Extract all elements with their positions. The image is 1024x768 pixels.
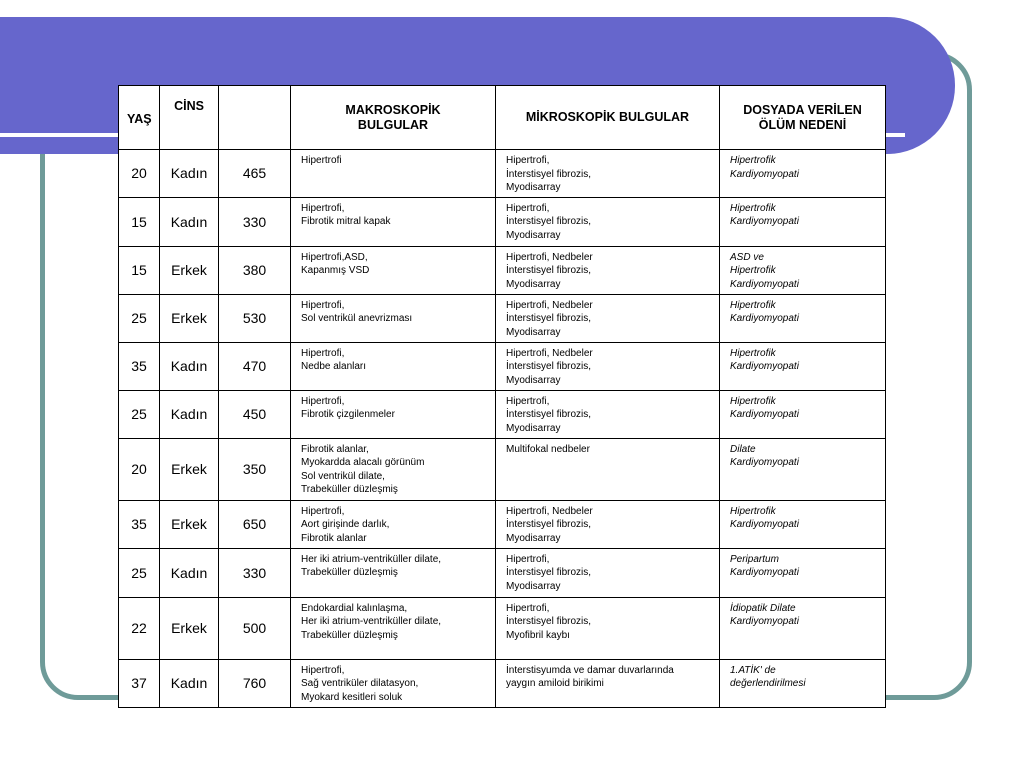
cell-makroskopik-line: Hipertrofi, — [301, 395, 345, 407]
cell-mikroskopik-line: Myofibril kaybı — [506, 629, 570, 641]
cell-olum-nedeni-line: Kardiyomyopati — [730, 168, 799, 180]
cell-yas: 15 — [119, 246, 160, 294]
cell-yas: 25 — [119, 390, 160, 438]
cell-olum-nedeni-line: Dilate — [730, 443, 756, 455]
cell-agirlik: 330 — [219, 548, 291, 597]
cell-makroskopik-line: Hipertrofi, — [301, 505, 345, 517]
cell-mikroskopik-line: İnterstisyel fibrozis, — [506, 216, 592, 227]
cell-makroskopik-line: Trabeküller düzleşmiş — [301, 567, 398, 578]
cell-makroskopik-line: Her iki atrium-ventriküller dilate, — [301, 616, 442, 627]
cell-makroskopik-line: Trabeküller düzleşmiş — [301, 629, 398, 641]
cell-olum-nedeni-line: Peripartum — [730, 553, 779, 565]
cell-olum-nedeni — [720, 597, 886, 659]
header-olum-nedeni: DOSYADA VERİLEN ÖLÜM NEDENİ — [720, 86, 886, 150]
title-band-notch — [0, 137, 120, 154]
table-row — [119, 246, 886, 294]
cell-olum-nedeni-line: Hipertrofik — [730, 347, 776, 359]
cell-makroskopik-line: Hipertrofi, — [301, 299, 345, 311]
cell-olum-nedeni-line: Kardiyomyopati — [730, 409, 799, 420]
cell-mikroskopik-line: İnterstisyel fibrozis, — [506, 168, 592, 180]
cell-makroskopik-line: Fibrotik çizgilenmeler — [301, 409, 395, 420]
cell-mikroskopik-line: İnterstisyel fibrozis, — [506, 313, 592, 324]
cell-makroskopik-line: Nedbe alanları — [301, 361, 367, 372]
cell-olum-nedeni-line: Hipertrofik — [730, 155, 776, 166]
cell-agirlik: 500 — [219, 597, 291, 659]
cell-mikroskopik-line: Hipertrofi, Nedbeler — [506, 251, 593, 263]
cell-olum-nedeni-line: 1.ATİK' de — [730, 664, 776, 676]
cell-yas: 22 — [119, 597, 160, 659]
cell-mikroskopik-line: Hipertrofi, Nedbeler — [506, 505, 593, 517]
table-row — [119, 390, 886, 438]
cell-makroskopik — [291, 390, 496, 438]
cell-agirlik: 450 — [219, 390, 291, 438]
header-mikroskopik: MİKROSKOPİK BULGULAR — [496, 86, 720, 150]
cell-makroskopik-line: Fibrotik alanlar, — [301, 443, 369, 455]
header-blank — [219, 86, 291, 150]
cell-yas: 25 — [119, 548, 160, 597]
cell-yas: 15 — [119, 197, 160, 246]
cell-mikroskopik-line: İnterstisyel fibrozis, — [506, 519, 592, 530]
cell-makroskopik-line: Hipertrofi, — [301, 347, 345, 359]
cell-makroskopik — [291, 438, 496, 500]
cell-mikroskopik-line: Hipertrofi, — [506, 155, 550, 166]
table-row — [119, 548, 886, 597]
cell-mikroskopik-line: İnterstisyel fibrozis, — [506, 361, 592, 372]
cell-cins: Erkek — [160, 500, 219, 548]
cell-olum-nedeni-line: Hipertrofik — [730, 299, 776, 311]
cell-makroskopik-line: Sol ventrikül dilate, — [301, 470, 385, 482]
cell-olum-nedeni — [720, 659, 886, 707]
cell-olum-nedeni-line: Hipertrofik — [730, 265, 776, 276]
cell-mikroskopik-line: İnterstisyel fibrozis, — [506, 567, 592, 578]
cell-makroskopik-line: Fibrotik alanlar — [301, 532, 367, 544]
cell-olum-nedeni — [720, 548, 886, 597]
cell-mikroskopik — [496, 548, 720, 597]
cell-cins: Kadın — [160, 548, 219, 597]
cell-cins: Kadın — [160, 659, 219, 707]
cell-agirlik: 380 — [219, 246, 291, 294]
cell-yas: 20 — [119, 438, 160, 500]
cell-mikroskopik — [496, 597, 720, 659]
cell-makroskopik — [291, 659, 496, 707]
cell-mikroskopik-line: Myodisarray — [506, 326, 561, 338]
cell-mikroskopik-line: Myodisarray — [506, 374, 561, 386]
cell-olum-nedeni-line: Kardiyomyopati — [730, 519, 799, 530]
cell-agirlik: 650 — [219, 500, 291, 548]
cell-mikroskopik-line: Myodisarray — [506, 229, 561, 241]
cell-makroskopik — [291, 197, 496, 246]
cell-cins: Erkek — [160, 246, 219, 294]
cell-yas: 35 — [119, 500, 160, 548]
cell-makroskopik — [291, 150, 496, 198]
cell-makroskopik-line: Fibrotik mitral kapak — [301, 216, 391, 227]
cell-makroskopik — [291, 294, 496, 342]
cell-agirlik: 470 — [219, 342, 291, 390]
cell-cins: Kadın — [160, 390, 219, 438]
cell-mikroskopik — [496, 342, 720, 390]
cell-makroskopik-line: Hipertrofi — [301, 155, 342, 166]
cell-makroskopik — [291, 342, 496, 390]
cell-mikroskopik-line: Myodisarray — [506, 182, 561, 193]
cell-makroskopik — [291, 597, 496, 659]
cell-cins: Erkek — [160, 597, 219, 659]
cell-makroskopik-line: Her iki atrium-ventriküller dilate, — [301, 553, 442, 565]
cell-makroskopik-line: Trabeküller düzleşmiş — [301, 484, 398, 495]
cell-olum-nedeni-line: Kardiyomyopati — [730, 616, 799, 627]
table-row — [119, 342, 886, 390]
cell-yas: 35 — [119, 342, 160, 390]
cell-mikroskopik — [496, 500, 720, 548]
cell-makroskopik-line: Myokardda alacalı görünüm — [301, 457, 425, 468]
cell-cins: Erkek — [160, 438, 219, 500]
cell-mikroskopik — [496, 294, 720, 342]
cell-makroskopik — [291, 548, 496, 597]
cell-mikroskopik-line: Myodisarray — [506, 532, 561, 544]
cell-mikroskopik — [496, 246, 720, 294]
cell-olum-nedeni-line: Hipertrofik — [730, 395, 776, 407]
cell-mikroskopik — [496, 438, 720, 500]
cell-makroskopik-line: Sol ventrikül anevrizması — [301, 313, 413, 324]
cell-mikroskopik-line: Multifokal nedbeler — [506, 443, 590, 455]
table-row — [119, 438, 886, 500]
cell-cins: Erkek — [160, 294, 219, 342]
cell-olum-nedeni — [720, 500, 886, 548]
cell-olum-nedeni — [720, 390, 886, 438]
table-row — [119, 659, 886, 707]
cell-mikroskopik — [496, 150, 720, 198]
cell-mikroskopik-line: İnterstisyumda ve damar duvarlarında — [506, 664, 674, 676]
cell-mikroskopik-line: İnterstisyel fibrozis, — [506, 616, 592, 627]
table-body — [119, 150, 886, 708]
cell-mikroskopik — [496, 197, 720, 246]
cell-olum-nedeni-line: Hipertrofik — [730, 505, 776, 517]
cell-cins: Kadın — [160, 150, 219, 198]
cell-yas: 25 — [119, 294, 160, 342]
cell-olum-nedeni — [720, 246, 886, 294]
cell-agirlik: 350 — [219, 438, 291, 500]
cell-mikroskopik-line: Hipertrofi, Nedbeler — [506, 347, 593, 359]
header-cins: CİNS — [160, 86, 219, 150]
cell-mikroskopik-line: Hipertrofi, — [506, 553, 550, 565]
cell-makroskopik-line: Myokard kesitleri soluk — [301, 691, 403, 703]
cell-olum-nedeni-line: ASD ve — [730, 251, 764, 263]
cell-mikroskopik-line: İnterstisyel fibrozis, — [506, 265, 592, 276]
cell-olum-nedeni-line: Kardiyomyopati — [730, 361, 799, 372]
cell-makroskopik — [291, 500, 496, 548]
header-makroskopik: MAKROSKOPİK BULGULAR — [291, 86, 496, 150]
header-yas: YAŞ — [119, 86, 160, 150]
cell-olum-nedeni-line: Kardiyomyopati — [730, 567, 799, 578]
cell-makroskopik-line: Kapanmış VSD — [301, 265, 370, 276]
cell-agirlik: 760 — [219, 659, 291, 707]
cell-mikroskopik-line: Hipertrofi, — [506, 395, 550, 407]
cell-cins: Kadın — [160, 197, 219, 246]
cell-olum-nedeni — [720, 294, 886, 342]
cell-olum-nedeni-line: Kardiyomyopati — [730, 313, 799, 324]
cell-mikroskopik-line: İnterstisyel fibrozis, — [506, 409, 592, 420]
cell-makroskopik-line: Hipertrofi,ASD, — [301, 251, 368, 263]
cell-olum-nedeni-line: Kardiyomyopati — [730, 278, 799, 290]
cell-makroskopik — [291, 246, 496, 294]
cell-olum-nedeni — [720, 342, 886, 390]
table-row — [119, 150, 886, 198]
cell-mikroskopik-line: Hipertrofi, Nedbeler — [506, 299, 593, 311]
cell-makroskopik-line: Hipertrofi, — [301, 664, 345, 676]
table-row — [119, 597, 886, 659]
cell-olum-nedeni-line: İdiopatik Dilate — [730, 602, 796, 614]
cell-mikroskopik — [496, 390, 720, 438]
table-row — [119, 197, 886, 246]
cell-olum-nedeni-line: Hipertrofik — [730, 202, 776, 214]
cell-agirlik: 330 — [219, 197, 291, 246]
cell-olum-nedeni-line: Kardiyomyopati — [730, 216, 799, 227]
cell-makroskopik-line: Aort girişinde darlık, — [301, 519, 390, 530]
cell-yas: 37 — [119, 659, 160, 707]
cell-mikroskopik-line: Myodisarray — [506, 278, 561, 290]
cell-makroskopik-line: Sağ ventriküler dilatasyon, — [301, 678, 419, 689]
table-row — [119, 500, 886, 548]
cell-mikroskopik-line: Myodisarray — [506, 580, 561, 592]
cell-makroskopik-line: Endokardial kalınlaşma, — [301, 602, 408, 614]
autopsy-table — [118, 85, 886, 708]
cell-mikroskopik — [496, 659, 720, 707]
cell-cins: Kadın — [160, 342, 219, 390]
cell-yas: 20 — [119, 150, 160, 198]
cell-mikroskopik-line: Hipertrofi, — [506, 202, 550, 214]
cell-olum-nedeni — [720, 438, 886, 500]
cell-olum-nedeni — [720, 150, 886, 198]
cell-olum-nedeni-line: değerlendirilmesi — [730, 678, 806, 689]
table-row — [119, 294, 886, 342]
header-row — [119, 86, 886, 150]
cell-mikroskopik-line: Myodisarray — [506, 422, 561, 434]
cell-makroskopik-line: Hipertrofi, — [301, 202, 345, 214]
cell-olum-nedeni — [720, 197, 886, 246]
cell-agirlik: 465 — [219, 150, 291, 198]
cell-mikroskopik-line: Hipertrofi, — [506, 602, 550, 614]
cell-olum-nedeni-line: Kardiyomyopati — [730, 457, 799, 468]
cell-agirlik: 530 — [219, 294, 291, 342]
cell-mikroskopik-line: yaygın amiloid birikimi — [506, 678, 604, 689]
